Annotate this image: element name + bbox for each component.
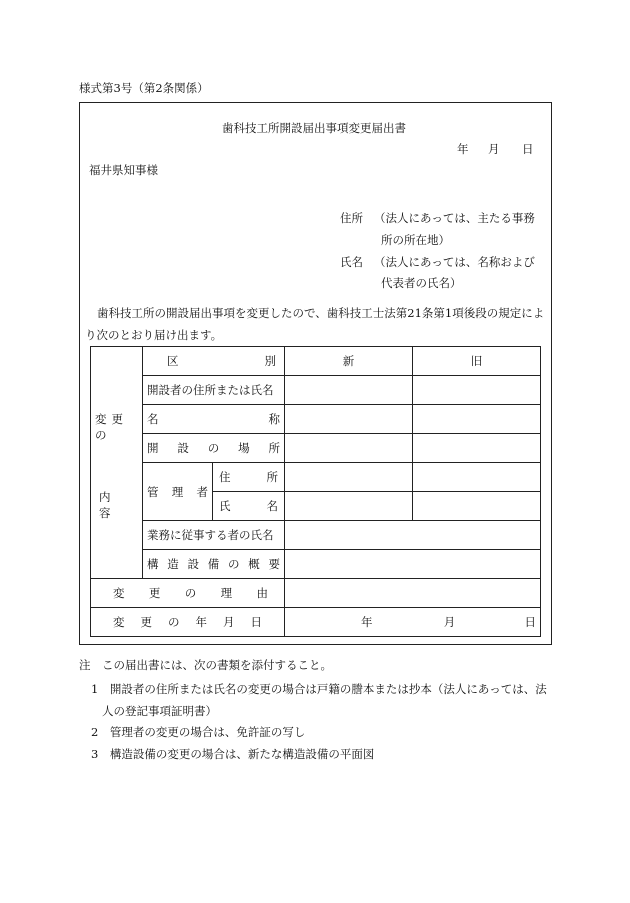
row-reason-value[interactable] bbox=[285, 579, 541, 608]
table-row bbox=[91, 463, 541, 492]
row-manager-name-new[interactable] bbox=[285, 492, 413, 521]
row-equipment-label: 構 造 設 備 の 概 要 bbox=[143, 550, 285, 579]
address-label: 住所 bbox=[340, 211, 363, 225]
row-location-new[interactable] bbox=[285, 434, 413, 463]
notes-intro: 注 この届出書には、次の書類を添付すること。 bbox=[79, 658, 332, 672]
row-manager-name-old[interactable] bbox=[413, 492, 541, 521]
header-category: 区 別 bbox=[143, 347, 285, 376]
row-name-label: 名 称 bbox=[143, 405, 285, 434]
row-equipment-value[interactable] bbox=[285, 550, 541, 579]
date-year: 年 bbox=[457, 142, 469, 156]
change-date-day: 日 bbox=[524, 615, 536, 629]
notes-item-1b: 人の登記事項証明書） bbox=[102, 704, 217, 718]
table-row bbox=[91, 521, 541, 550]
address-note-1: （法人にあっては、主たる事務 bbox=[374, 211, 535, 225]
header-new: 新 bbox=[285, 347, 413, 376]
row-name-old[interactable] bbox=[413, 405, 541, 434]
header-old: 旧 bbox=[413, 347, 541, 376]
row-change-date-value[interactable] bbox=[285, 608, 541, 637]
notes-item-3: 3 構造設備の変更の場合は、新たな構造設備の平面図 bbox=[91, 747, 375, 761]
row-manager-label: 管 理 者 bbox=[143, 463, 213, 521]
notes-item-2: 2 管理者の変更の場合は、免許証の写し bbox=[91, 725, 306, 739]
table-header-row bbox=[91, 347, 541, 376]
row-reason-label: 変 更 の 理 由 bbox=[91, 579, 285, 608]
addressee: 福井県知事様 bbox=[89, 163, 158, 177]
section-label-cell bbox=[91, 347, 143, 579]
row-workers-value[interactable] bbox=[285, 521, 541, 550]
row-founder-old[interactable] bbox=[413, 376, 541, 405]
table-row bbox=[91, 376, 541, 405]
change-table bbox=[90, 346, 541, 637]
row-manager-address-old[interactable] bbox=[413, 463, 541, 492]
row-founder-label: 開設者の住所または氏名 bbox=[143, 376, 285, 405]
address-note-2: 所の所在地） bbox=[381, 233, 450, 247]
change-date-month: 月 bbox=[443, 615, 456, 629]
change-date-year: 年 bbox=[361, 615, 373, 629]
section-label-bottom: 内容 bbox=[99, 490, 123, 520]
row-location-label: 開 設 の 場 所 bbox=[143, 434, 285, 463]
row-name-new[interactable] bbox=[285, 405, 413, 434]
table-row bbox=[91, 405, 541, 434]
name-note-2: 代表者の氏名） bbox=[381, 276, 462, 290]
row-manager-address-label: 住 所 bbox=[213, 463, 285, 492]
row-change-date-label: 変 更 の 年 月 日 bbox=[91, 608, 285, 637]
statement: 歯科技工所の開設届出事項を変更したので、歯科技工士法第21条第1項後段の規定により次のとおり届け出ます。 bbox=[85, 306, 545, 342]
section-label-top: 変更の bbox=[95, 412, 128, 442]
table-row bbox=[91, 608, 541, 637]
notes-item-1a: 1 開設者の住所または氏名の変更の場合は戸籍の謄本または抄本（法人にあっては、法 bbox=[91, 682, 547, 696]
form-number: 様式第3号（第2条関係） bbox=[79, 81, 209, 95]
table-row bbox=[91, 579, 541, 608]
name-label: 氏名 bbox=[340, 255, 363, 269]
row-location-old[interactable] bbox=[413, 434, 541, 463]
row-manager-name-label: 氏 名 bbox=[213, 492, 285, 521]
row-founder-new[interactable] bbox=[285, 376, 413, 405]
table-row bbox=[91, 550, 541, 579]
date-month: 月 bbox=[488, 142, 500, 156]
name-note-1: （法人にあっては、名称および bbox=[374, 255, 535, 269]
date-day: 日 bbox=[522, 142, 534, 156]
row-workers-label: 業務に従事する者の氏名 bbox=[143, 521, 285, 550]
row-manager-address-new[interactable] bbox=[285, 463, 413, 492]
table-row bbox=[91, 434, 541, 463]
form-title: 歯科技工所開設届出事項変更届出書 bbox=[222, 121, 406, 135]
